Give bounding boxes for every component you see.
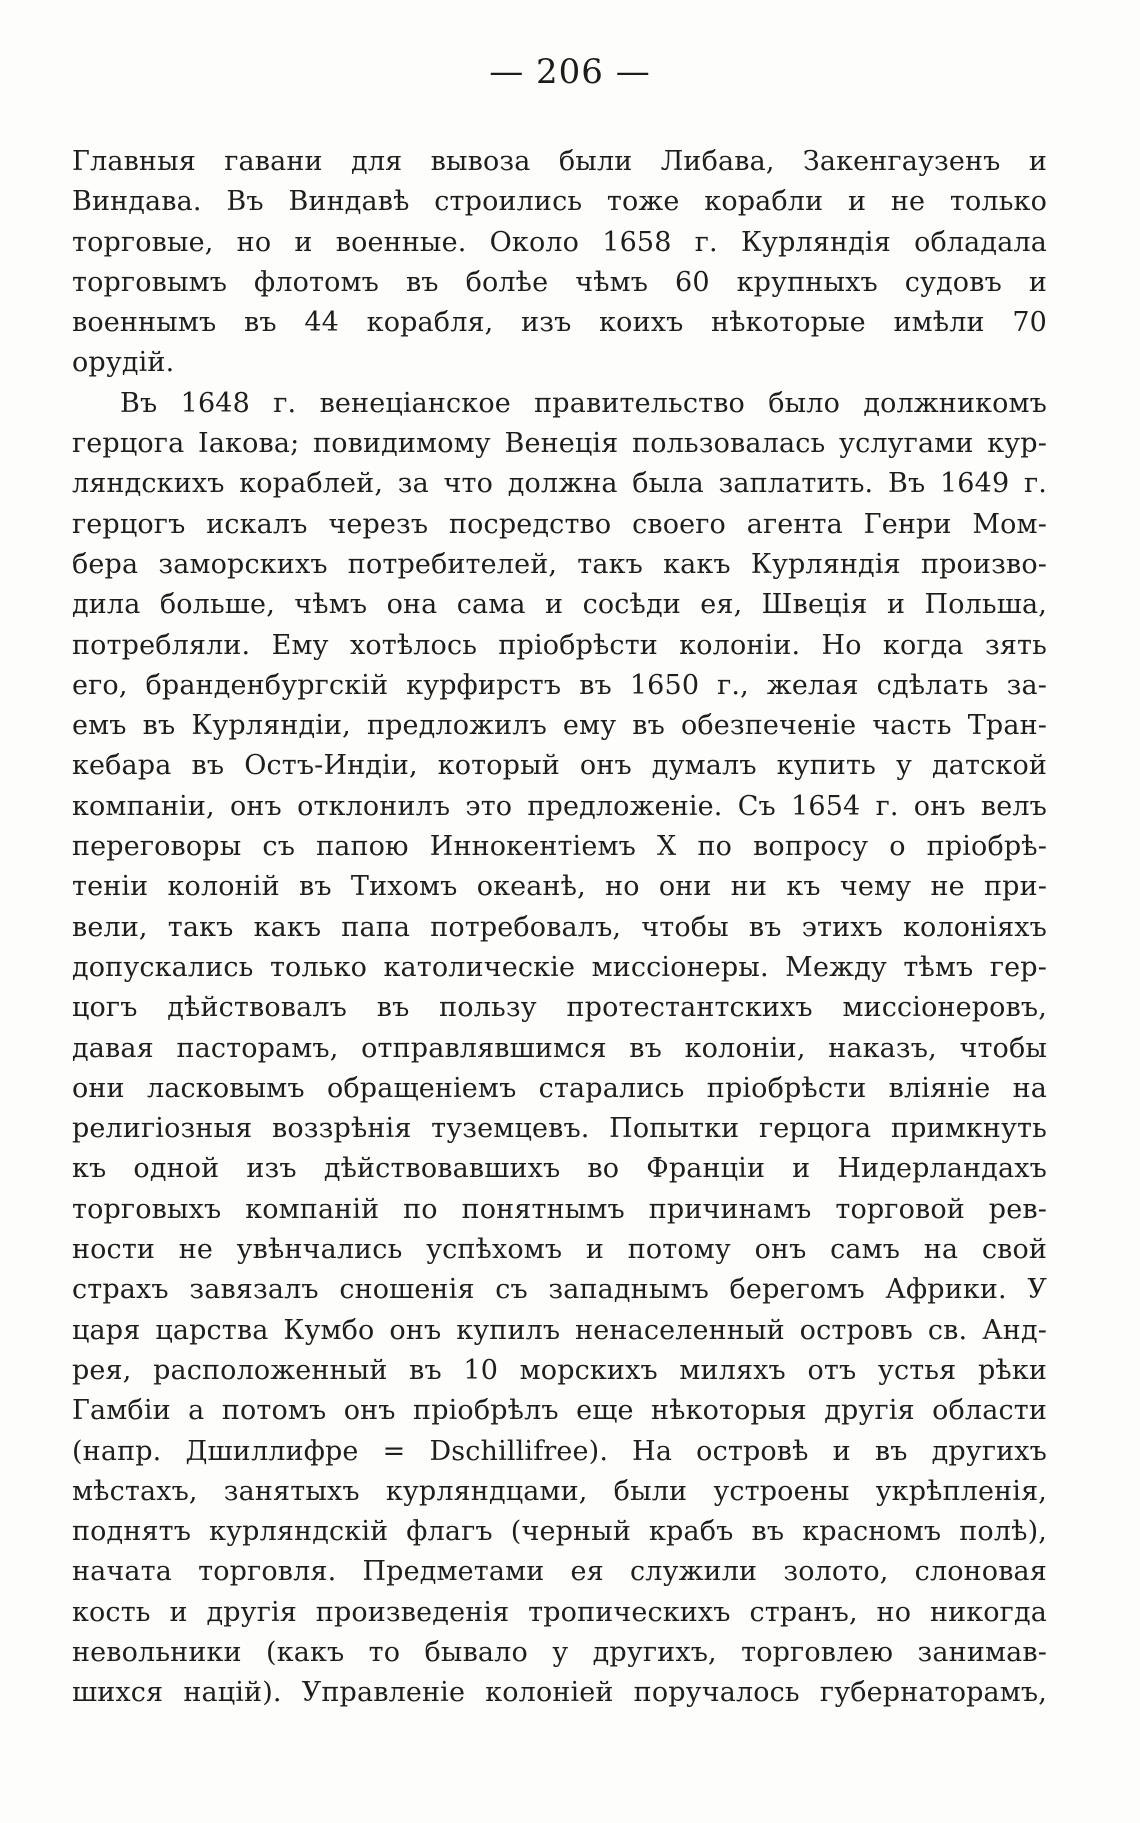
- text-line: герцогъ искалъ черезъ посредство своего агента Генри Мом-: [72, 508, 1047, 540]
- text-line: компаніи, онъ отклонилъ это предложеніе. Съ 1654 г. онъ велъ: [72, 790, 1047, 822]
- text-line: бера заморскихъ потребителей, такъ какъ Курляндія произво-: [72, 548, 1047, 580]
- text-line: страхъ завязалъ сношенія съ западнымъ берегомъ Африки. У: [72, 1274, 1047, 1306]
- text-line: давая пасторамъ, отправлявшимся въ колоніи, наказъ, чтобы: [72, 1032, 1047, 1064]
- text-line: рея, расположенный въ 10 морскихъ миляхъ отъ устья рѣки: [72, 1354, 1047, 1386]
- text-line: дила больше, чѣмъ она сама и сосѣди ея, Швеція и Польша,: [72, 589, 1047, 621]
- text-line: теніи колоній въ Тихомъ океанѣ, но они ни къ чему не при-: [72, 871, 1047, 903]
- text-line: потребляли. Ему хотѣлось пріобрѣсти колоніи. Но когда зять: [72, 629, 1047, 661]
- text-line: религіозныя воззрѣнія туземцевъ. Попытки герцога примкнуть: [72, 1113, 1047, 1145]
- text-line: шихся націй). Управленіе колоніей поручалось губернаторамъ,: [72, 1677, 1047, 1709]
- text-line: Гамбіи а потомъ онъ пріобрѣлъ еще нѣкоторыя другія области: [72, 1395, 1047, 1427]
- text-line: его, бранденбургскій курфирстъ въ 1650 г., желая сдѣлать за-: [72, 669, 1047, 701]
- text-line: цогъ дѣйствовалъ въ пользу протестантскихъ миссіонеровъ,: [72, 992, 1047, 1024]
- text-line: военнымъ въ 44 корабля, изъ коихъ нѣкоторые имѣли 70: [72, 307, 1047, 339]
- text-line: къ одной изъ дѣйствовавшихъ во Франціи и Нидерландахъ: [72, 1153, 1047, 1185]
- text-line: кость и другія произведенія тропическихъ странъ, но никогда: [72, 1596, 1047, 1628]
- text-line: мѣстахъ, занятыхъ курляндцами, были устроены укрѣпленія,: [72, 1475, 1047, 1507]
- text-line: емъ въ Курляндіи, предложилъ ему въ обезпеченіе часть Тран-: [72, 710, 1047, 742]
- text-line: (напр. Дшиллифре = Dschillifree). На островѣ и въ другихъ: [72, 1435, 1047, 1467]
- text-line: ности не увѣнчались успѣхомъ и потому онъ самъ на свой: [72, 1234, 1047, 1266]
- text-line: кебара въ Остъ-Индіи, который онъ думалъ купить у датской: [72, 750, 1047, 782]
- text-line: царя царства Кумбо онъ купилъ ненаселенный островъ св. Анд-: [72, 1314, 1047, 1346]
- text-line: Въ 1648 г. венеціанское правительство было должникомъ: [120, 387, 1047, 419]
- text-line: Главныя гавани для вывоза были Либава, Закенгаузенъ и: [72, 146, 1047, 177]
- page-number: — 206 —: [489, 52, 651, 92]
- text-line: поднятъ курляндскій флагъ (черный крабъ въ красномъ полѣ),: [72, 1516, 1047, 1548]
- text-line: Виндава. Въ Виндавѣ строились тоже корабли и не только: [72, 186, 1047, 218]
- text-line: вели, такъ какъ папа потребовалъ, чтобы въ этихъ колоніяхъ: [72, 911, 1047, 943]
- text-line: допускались только католическіе миссіонеры. Между тѣмъ гер-: [72, 951, 1047, 983]
- text-line: ляндскихъ кораблей, за что должна была заплатить. Въ 1649 г.: [72, 468, 1047, 500]
- page-body-text: [72, 142, 1047, 1714]
- text-line: орудій.: [72, 347, 175, 379]
- text-line: торговымъ флотомъ въ болѣе чѣмъ 60 крупныхъ судовъ и: [72, 266, 1047, 298]
- text-line: они ласковымъ обращеніемъ старались пріобрѣсти вліяніе на: [72, 1072, 1047, 1104]
- text-line: торговые, но и военные. Около 1658 г. Курляндія обладала: [72, 226, 1047, 258]
- text-line: начата торговля. Предметами ея служили золото, слоновая: [72, 1556, 1047, 1588]
- text-line: герцога Іакова; повидимому Венеція пользовалась услугами кур-: [72, 428, 1047, 460]
- text-line: торговыхъ компаній по понятнымъ причинамъ торговой рев-: [72, 1193, 1047, 1225]
- text-line: невольники (какъ то бывало у другихъ, торговлею занимав-: [72, 1636, 1047, 1668]
- text-line: переговоры съ папою Иннокентіемъ X по вопросу о пріобрѣ-: [72, 831, 1047, 863]
